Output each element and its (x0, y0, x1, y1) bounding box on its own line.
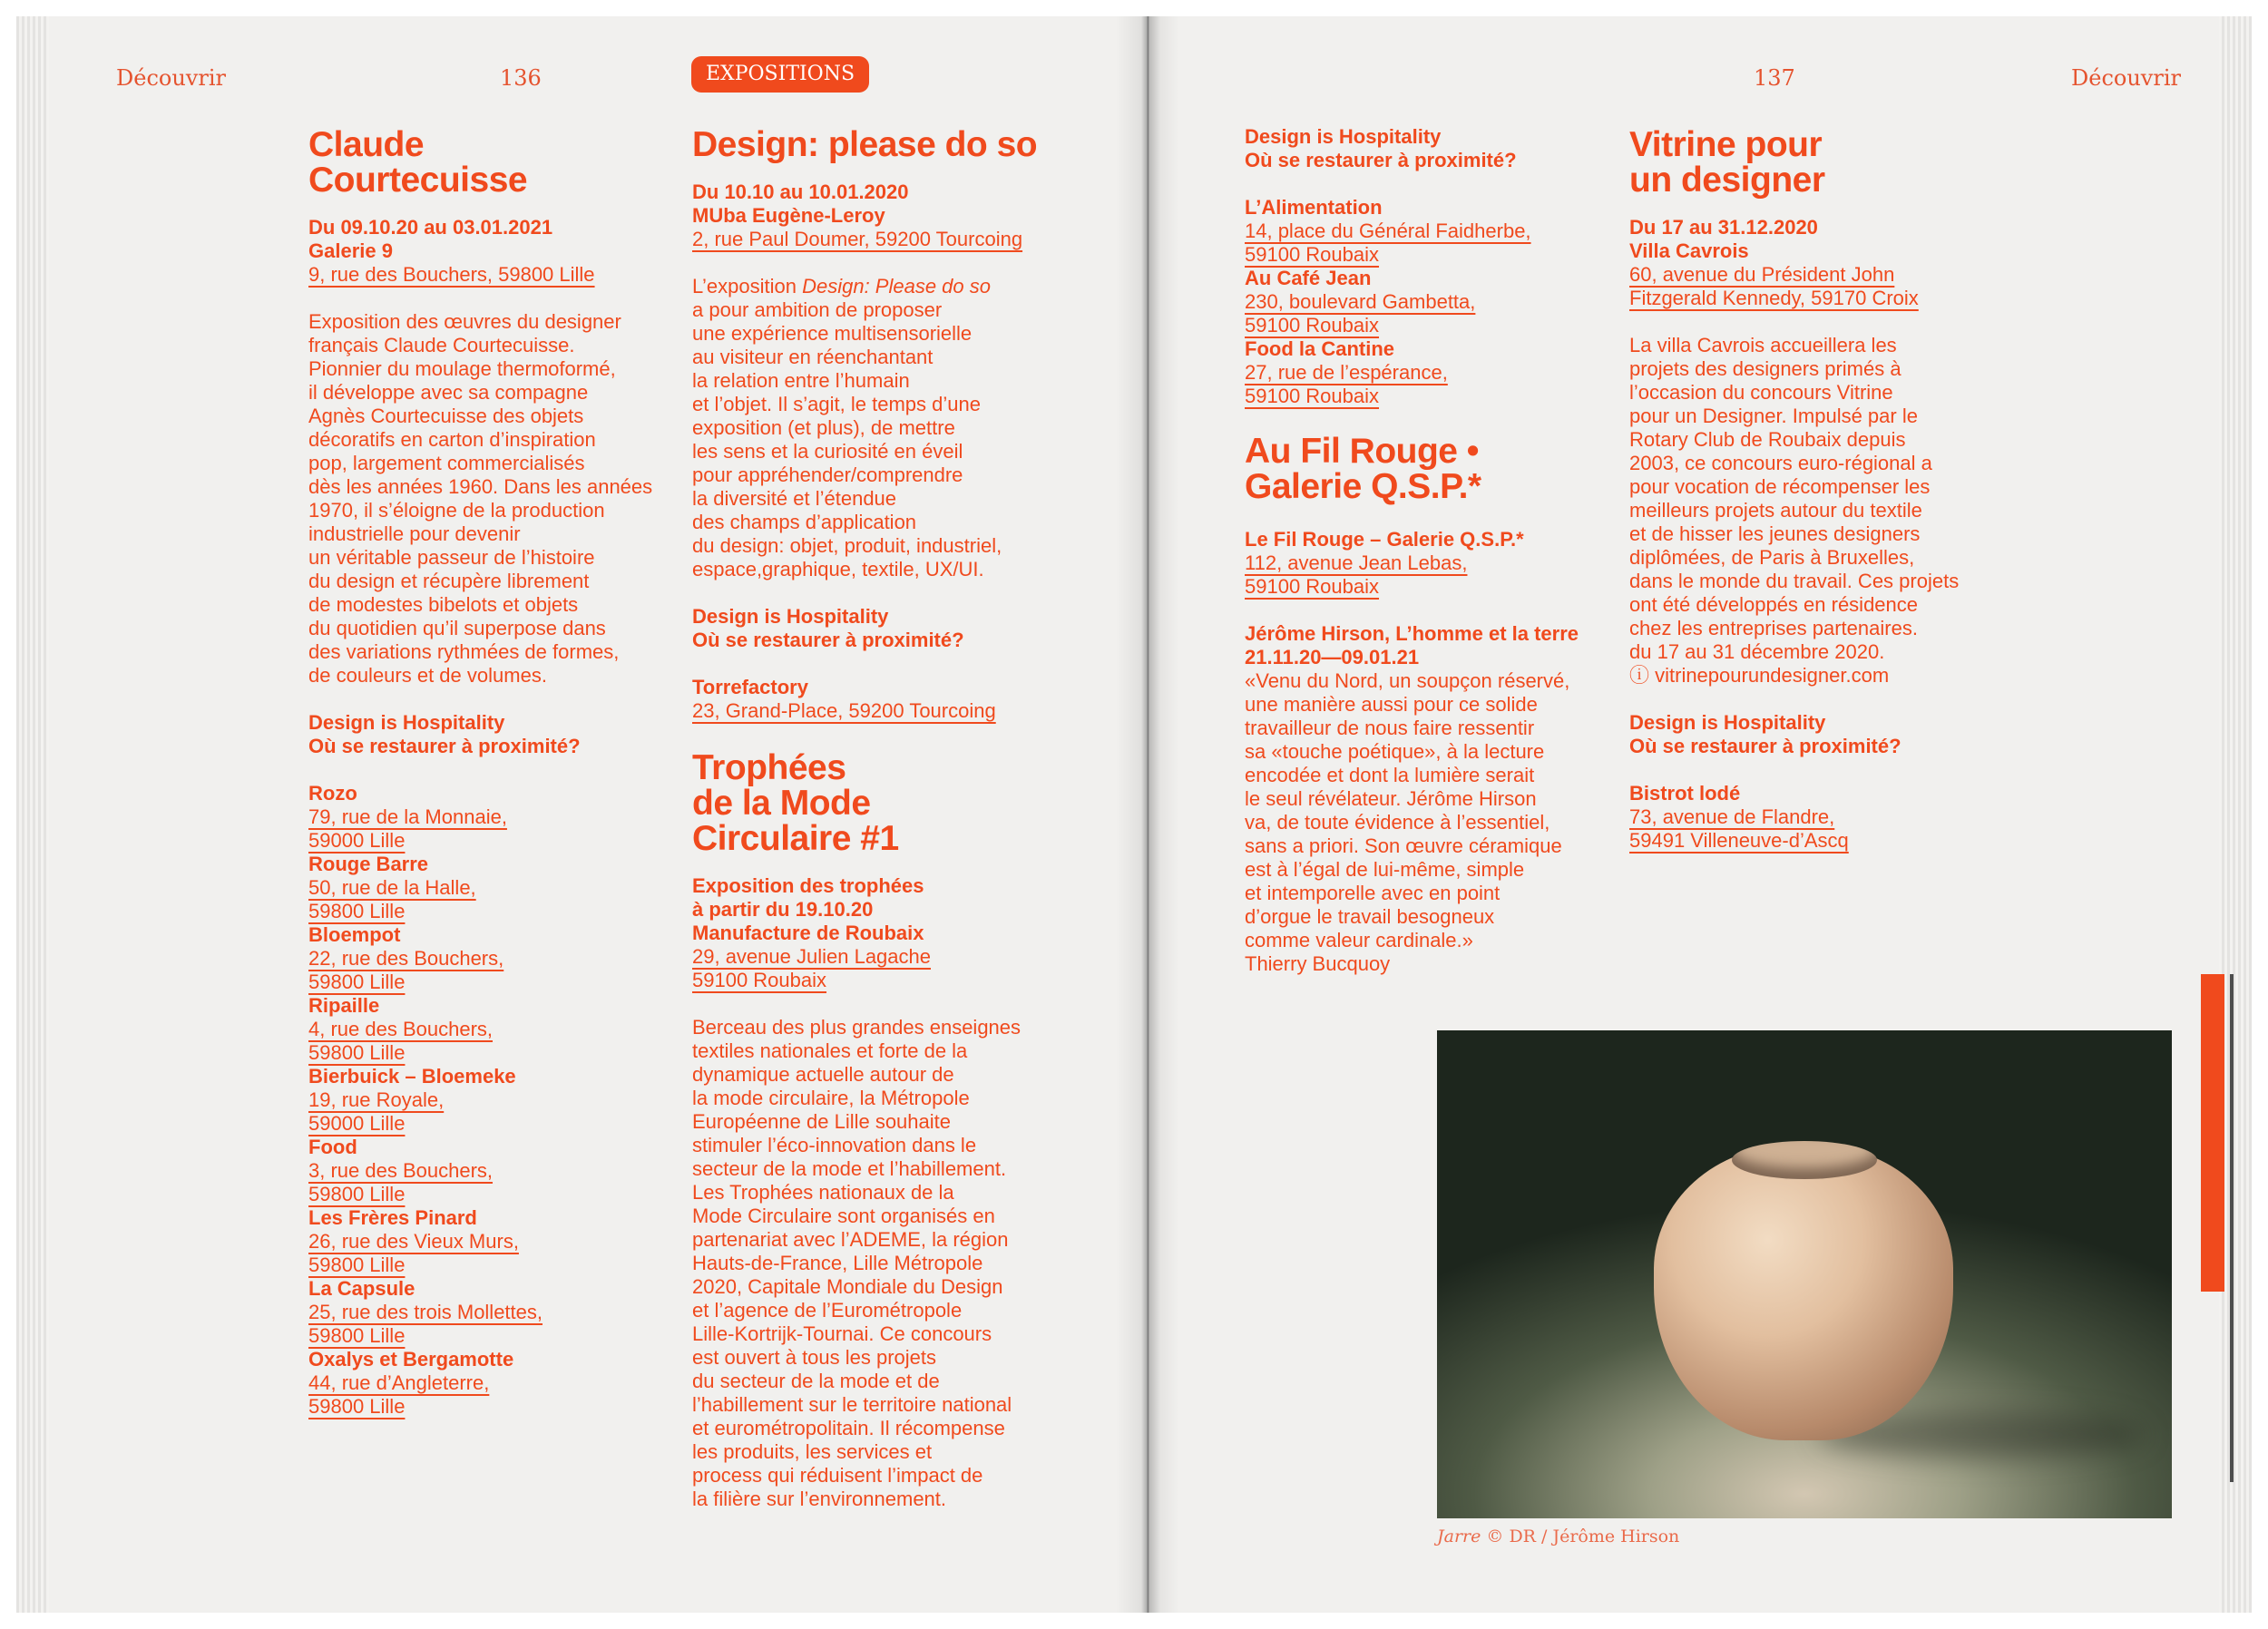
venue-address[interactable]: 59100 Roubaix (1245, 575, 1380, 598)
venue-address[interactable]: 2, rue Paul Doumer, 59200 Tourcoing (692, 228, 1023, 250)
column-design-please-do-so (692, 127, 1055, 1511)
restaurant-address[interactable]: 59800 Lille (308, 971, 406, 993)
column-courtecuisse (308, 127, 662, 1419)
restaurant-address[interactable]: 19, rue Royale, (308, 1088, 445, 1111)
hospitality-heading: Design is Hospitality Où se restaurer à proximité? (1629, 711, 1901, 757)
restaurant-address[interactable]: 50, rue de la Halle, (308, 876, 476, 899)
restaurant-address[interactable]: 59800 Lille (308, 1395, 406, 1418)
exhibition-dates: Du 09.10.20 au 03.01.2021 (308, 216, 553, 239)
restaurant-address[interactable]: 59100 Roubaix (1245, 314, 1380, 337)
hospitality-heading: Design is Hospitality Où se restaurer à proximité? (308, 711, 581, 757)
article-body: Exposition des œuvres du designer français Claude Courtecuisse. Pionnier du moulage thermoformé, il développe avec sa compagne Agnès Courtecuisse des objets décoratifs en carton d’inspiration pop, largement commercialisés dès les années 1960. Dans les années 1970, il s’éloigne de la production industrielle pour devenir un véritable passeur de l’histoire du design et récupère librement de modestes bibelots et objets du quotidien qu’il superpose dans des variations rythmées de formes, de couleurs et de volumes. (308, 310, 653, 687)
venue-address[interactable]: 60, avenue du Président John (1629, 263, 1895, 286)
restaurant-address[interactable]: 26, rue des Vieux Murs, (308, 1230, 519, 1253)
article-title: Design: please do so (692, 125, 1038, 164)
column-vitrine (1629, 127, 2010, 853)
running-header-left: Découvrir (116, 65, 226, 91)
restaurant-name: Oxalys et Bergamotte (308, 1348, 514, 1371)
exhibition-dates: Du 10.10 au 10.01.2020 (692, 180, 909, 203)
restaurant-name: Bistrot lodé (1629, 782, 1741, 805)
restaurant-name: Torrefactory (692, 676, 808, 698)
venue-address[interactable]: 9, rue des Bouchers, 59800 Lille (308, 263, 595, 286)
running-header-right: Découvrir (2071, 65, 2181, 91)
venue-name: Galerie 9 (308, 239, 393, 262)
venue-name: MUba Eugène-Leroy (692, 204, 885, 227)
section-tab-marker (2201, 974, 2224, 1292)
page-number-right: 137 (1754, 65, 1795, 91)
jar-body (1654, 1146, 1953, 1440)
restaurant-address[interactable]: 79, rue de la Monnaie, (308, 805, 507, 828)
restaurant-address[interactable]: 59491 Villeneuve-d’Ascq (1629, 829, 1849, 852)
article-body: Berceau des plus grandes enseignes textiles nationales et forte de la dynamique actuelle autour de la mode circulaire, la Métropole Européenne de Lille souhaite stimuler l’éco-innovation dans le secteur de la mode et l’habillement. Les Trophées nationaux de la Mode Circulaire sont organisés en partenariat avec l’ADEME, la région Hauts-de-France, Lille Métropole 2020, Capitale Mondiale du Design et l’agence de l’Eurométropole Lille-Kortrijk-Tournai. Ce concours est ouvert à tous les projets du secteur de la mode et de l’habillement sur le territoire national et eurométropolitain. Il récompense les produits, les services et process qui réduisent l’impact de la filière sur l’environnement. (692, 1016, 1022, 1510)
restaurant-address[interactable]: 59000 Lille (308, 829, 406, 852)
restaurant-name: Rouge Barre (308, 853, 429, 875)
restaurant-address[interactable]: 59800 Lille (308, 900, 406, 922)
restaurant-name: Bloempot (308, 923, 401, 946)
restaurant-address[interactable]: 59800 Lille (308, 1324, 406, 1347)
restaurant-name: Les Frères Pinard (308, 1206, 477, 1229)
exhibition-info: Jérôme Hirson, L’homme et la terre 21.11.20—09.01.21 (1245, 622, 1579, 668)
restaurant-address[interactable]: 4, rue des Bouchers, (308, 1018, 494, 1040)
restaurant-address[interactable]: 3, rue des Bouchers, (308, 1159, 494, 1182)
article-title-fil-rouge: Au Fil Rouge • Galerie Q.S.P.* (1245, 432, 1481, 506)
restaurant-address[interactable]: 59800 Lille (308, 1041, 406, 1064)
page-edge-line (2230, 974, 2234, 1482)
page-number-left: 136 (500, 65, 542, 91)
restaurant-name: Bierbuick – Bloemeke (308, 1065, 516, 1088)
exhibition-dates: Du 17 au 31.12.2020 (1629, 216, 1818, 239)
venue-address[interactable]: 29, avenue Julien Lagache (692, 945, 931, 968)
restaurant-name: Food (308, 1136, 357, 1158)
venue-name: Le Fil Rouge – Galerie Q.S.P.* (1245, 528, 1524, 551)
article-title: Claude Courtecuisse (308, 125, 528, 200)
restaurant-name: Food la Cantine (1245, 337, 1394, 360)
article-title-trophees: Trophées de la Mode Circulaire #1 (692, 748, 899, 858)
page-edges-left (16, 16, 49, 1613)
restaurant-address[interactable]: 59800 Lille (308, 1253, 406, 1276)
book-gutter (1116, 16, 1179, 1613)
restaurant-list (1245, 196, 1608, 408)
page-edges-right (2219, 16, 2252, 1613)
restaurant-address[interactable]: 59800 Lille (308, 1183, 406, 1205)
jar-opening (1732, 1141, 1877, 1179)
restaurant-name: La Capsule (308, 1277, 415, 1300)
restaurant-name: Rozo (308, 782, 357, 805)
restaurant-address[interactable]: 59100 Roubaix (1245, 243, 1380, 266)
hospitality-heading: Design is Hospitality Où se restaurer à proximité? (692, 605, 964, 651)
restaurant-address[interactable]: 14, place du Général Faidherbe, (1245, 219, 1531, 242)
hospitality-heading: Design is Hospitality Où se restaurer à proximité? (1245, 125, 1517, 171)
restaurant-address[interactable]: 44, rue d’Angleterre, (308, 1371, 490, 1394)
restaurant-address[interactable]: 22, rue des Bouchers, (308, 947, 504, 970)
venue-address[interactable]: 112, avenue Jean Lebas, (1245, 551, 1468, 574)
ceramic-jar-photo (1437, 1030, 2172, 1518)
restaurant-name: Au Café Jean (1245, 267, 1372, 289)
venue-address[interactable]: Fitzgerald Kennedy, 59170 Croix (1629, 287, 1919, 309)
section-badge: EXPOSITIONS (691, 56, 869, 93)
article-title: Vitrine pour un designer (1629, 125, 1825, 200)
restaurant-list (308, 782, 662, 1419)
restaurant-address[interactable]: 23, Grand-Place, 59200 Tourcoing (692, 699, 996, 722)
restaurant-name: Ripaille (308, 994, 380, 1017)
restaurant-address[interactable]: 59100 Roubaix (1245, 385, 1380, 407)
restaurant-address[interactable]: 27, rue de l’espérance, (1245, 361, 1448, 384)
venue-name: Villa Cavrois (1629, 239, 1749, 262)
article-body: L’exposition Design: Please do so a pour ambition de proposer une expérience multisensorielle au visiteur en réenchantant la relation entre l’humain et l’objet. Il s’agit, le temps d’une exposition (et plus), de mettre les sens et la curiosité en éveil pour appréhender/comprendre la diversité et l’étendue des champs d’application du design: objet, produit, industriel, espace,graphique, textile, UX/UI. (692, 275, 1002, 580)
restaurant-address[interactable]: 73, avenue de Flandre, (1629, 805, 1835, 828)
restaurant-address[interactable]: 59000 Lille (308, 1112, 406, 1135)
venue-address[interactable]: 59100 Roubaix (692, 969, 827, 991)
website-link[interactable]: ⓘ vitrinepourundesigner.com (1629, 664, 1890, 687)
restaurant-address[interactable]: 25, rue des trois Mollettes, (308, 1301, 543, 1323)
restaurant-address[interactable]: 230, boulevard Gambetta, (1245, 290, 1476, 313)
photo-caption: Jarre © DR / Jérôme Hirson (1437, 1527, 1680, 1546)
exhibition-info: Exposition des trophées à partir du 19.10.20 Manufacture de Roubaix (692, 874, 924, 944)
restaurant-name: L’Alimentation (1245, 196, 1383, 219)
article-body: La villa Cavrois accueillera les projets des designers primés à l’occasion du concours Vitrine pour un Designer. Impulsé par le Rotary Club de Roubaix depuis 2003, ce concours euro-régional a pour vocation de récompenser les meilleurs projets autour du textile et de hisser les jeunes designers diplômées, de Paris à Bruxelles, dans le monde du travail. Ces projets ont été développés en résidence chez les entreprises partenaires. du 17 au 31 décembre 2020. (1629, 334, 1960, 663)
quote: «Venu du Nord, un soupçon réservé, une manière aussi pour ce solide travailleur de nous faire ressentir sa «touche poétique», à la lecture encodée et dont la lumière serait le seul révélateur. Jérôme Hirson va, de toute évidence à l’essentiel, sans a priori. Son œuvre céramique est à l’égal de lui-même, simple et intemporelle avec en point d’orgue le travail besogneux comme valeur cardinale.» Thierry Bucquoy (1245, 669, 1570, 975)
column-roubaix (1245, 125, 1608, 976)
